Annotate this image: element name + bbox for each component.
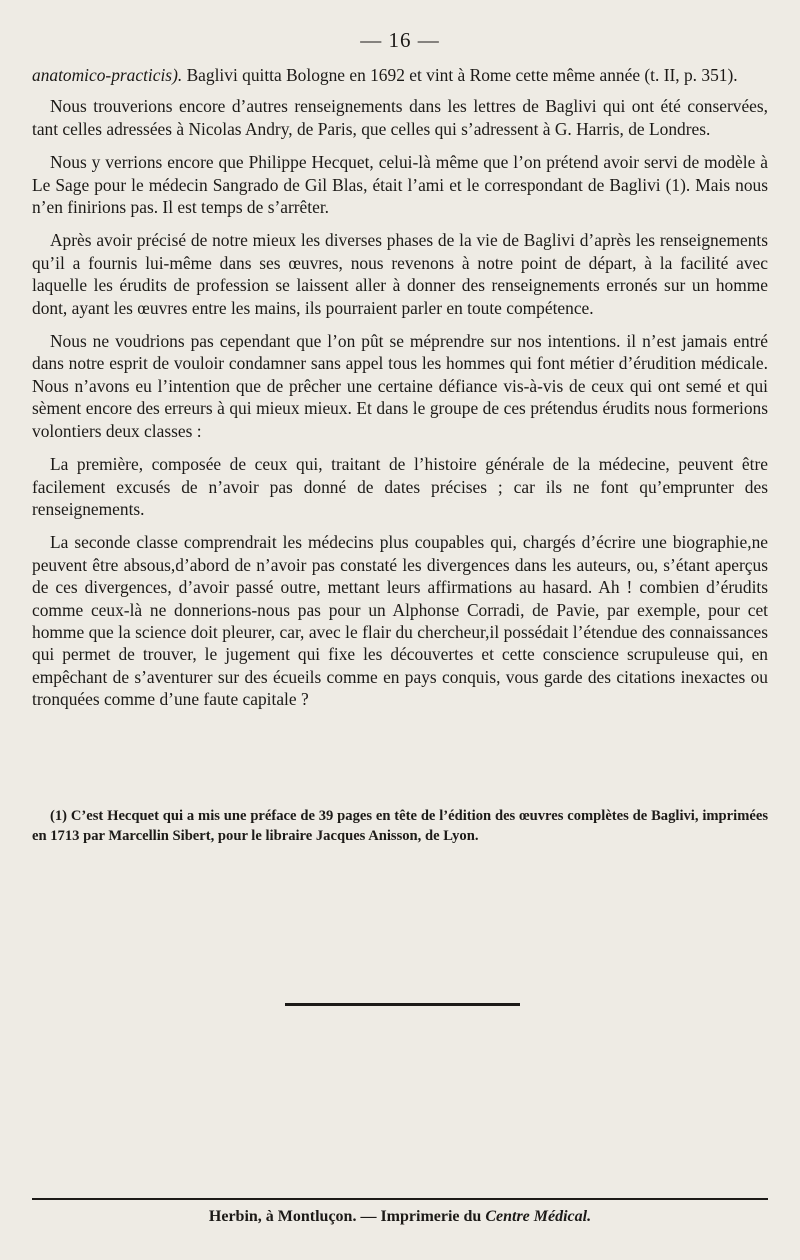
paragraph-4: Après avoir précisé de notre mieux les diverses phases de la vie de Baglivi d’après les renseignements qu’il a fournis lui-même dans ses œuvres, nous revenons à notre point de départ, à la facilité avec laquelle les érudits de profession se laissent aller à donner des renseignements erronés sur un homme dont, ayant les œuvres entre les mains, ils pourraient parler en toute compétence. <box>32 230 768 318</box>
paragraph-6: La première, composée de ceux qui, traitant de l’histoire générale de la médecine, peuvent être facilement excusés de n’avoir pas donné de dates précises ; car ils ne font qu’emprunter des renseignements. <box>32 454 768 519</box>
paragraph-5: Nous ne voudrions pas cependant que l’on pût se méprendre sur nos intentions. il n’est jamais entré dans notre esprit de vouloir condamner sans appel tous les hommes qui font métier d’érudition médicale. Nous n’avons eu l’intention que de prêcher une certaine défiance vis-à-vis de ceux qui ont semé et qui sèment encore des erreurs à qui mieux mieux. Et dans le groupe de ces prétendus érudits nous formerions volontiers deux classes : <box>32 331 768 441</box>
latin-title-fragment: anatomico-practicis). <box>32 65 183 85</box>
paragraph-1-text: Baglivi quitta Bologne en 1692 et vint à Rome cette même année (t. II, p. 351). <box>182 65 738 85</box>
paragraph-1 <box>32 64 768 86</box>
imprint-prefix: Herbin, à Montluçon. — Imprimerie du <box>208 1208 486 1225</box>
section-divider <box>285 1003 520 1006</box>
bottom-rule <box>32 1198 768 1200</box>
printer-imprint <box>0 1208 800 1226</box>
footnote <box>32 806 768 846</box>
paragraph-3: Nous y verrions encore que Philippe Hecquet, celui-là même que l’on prétend avoir servi de modèle à Le Sage pour le médecin Sangrado de Gil Blas, était l’ami et le correspondant de Baglivi (1). Mais nous n’en finirions pas. Il est temps de s’arrêter. <box>32 152 768 218</box>
imprint-journal: Centre Médical. <box>485 1208 592 1225</box>
paragraph-2: Nous trouverions encore d’autres renseignements dans les lettres de Baglivi qui ont été conservées, tant celles adressées à Nicolas Andry, de Paris, que celles qui s’adressent à G. Harris, de Londres. <box>32 96 768 139</box>
footnote-text: (1) C’est Hecquet qui a mis une préface de 39 pages en tête de l’édition des œuvres complètes de Baglivi, imprimées en 1713 par Marcellin Sibert, pour le libraire Jacques Anisson, de Lyon. <box>32 808 768 844</box>
page-number: — 16 — <box>360 28 440 52</box>
paragraph-7: La seconde classe comprendrait les médecins plus coupables qui, chargés d’écrire une biographie,ne peuvent être absous,d’abord de n’avoir pas constaté les divergences dans les auteurs, ou, s’étant aperçus de ces divergences, d’avoir passé outre, mettant leurs affirmations au hasard. Ah ! combien d’érudits comme ceux-là ne donnerions-nous pas pour un Alphonse Corradi, de Pavie, par exemple, pour cet homme que la science doit pleurer, car, avec le flair du chercheur,il possédait l’étendue des connaissances qui permet de trouver, le jugement qui fixe les découvertes et cette conscience scrupuleuse qui, en empêchant de s’aventurer sur des écueils comme en pays conquis, vous garde des citations inexactes ou tronquées comme d’une faute capitale ? <box>32 532 768 710</box>
main-text <box>32 64 768 722</box>
